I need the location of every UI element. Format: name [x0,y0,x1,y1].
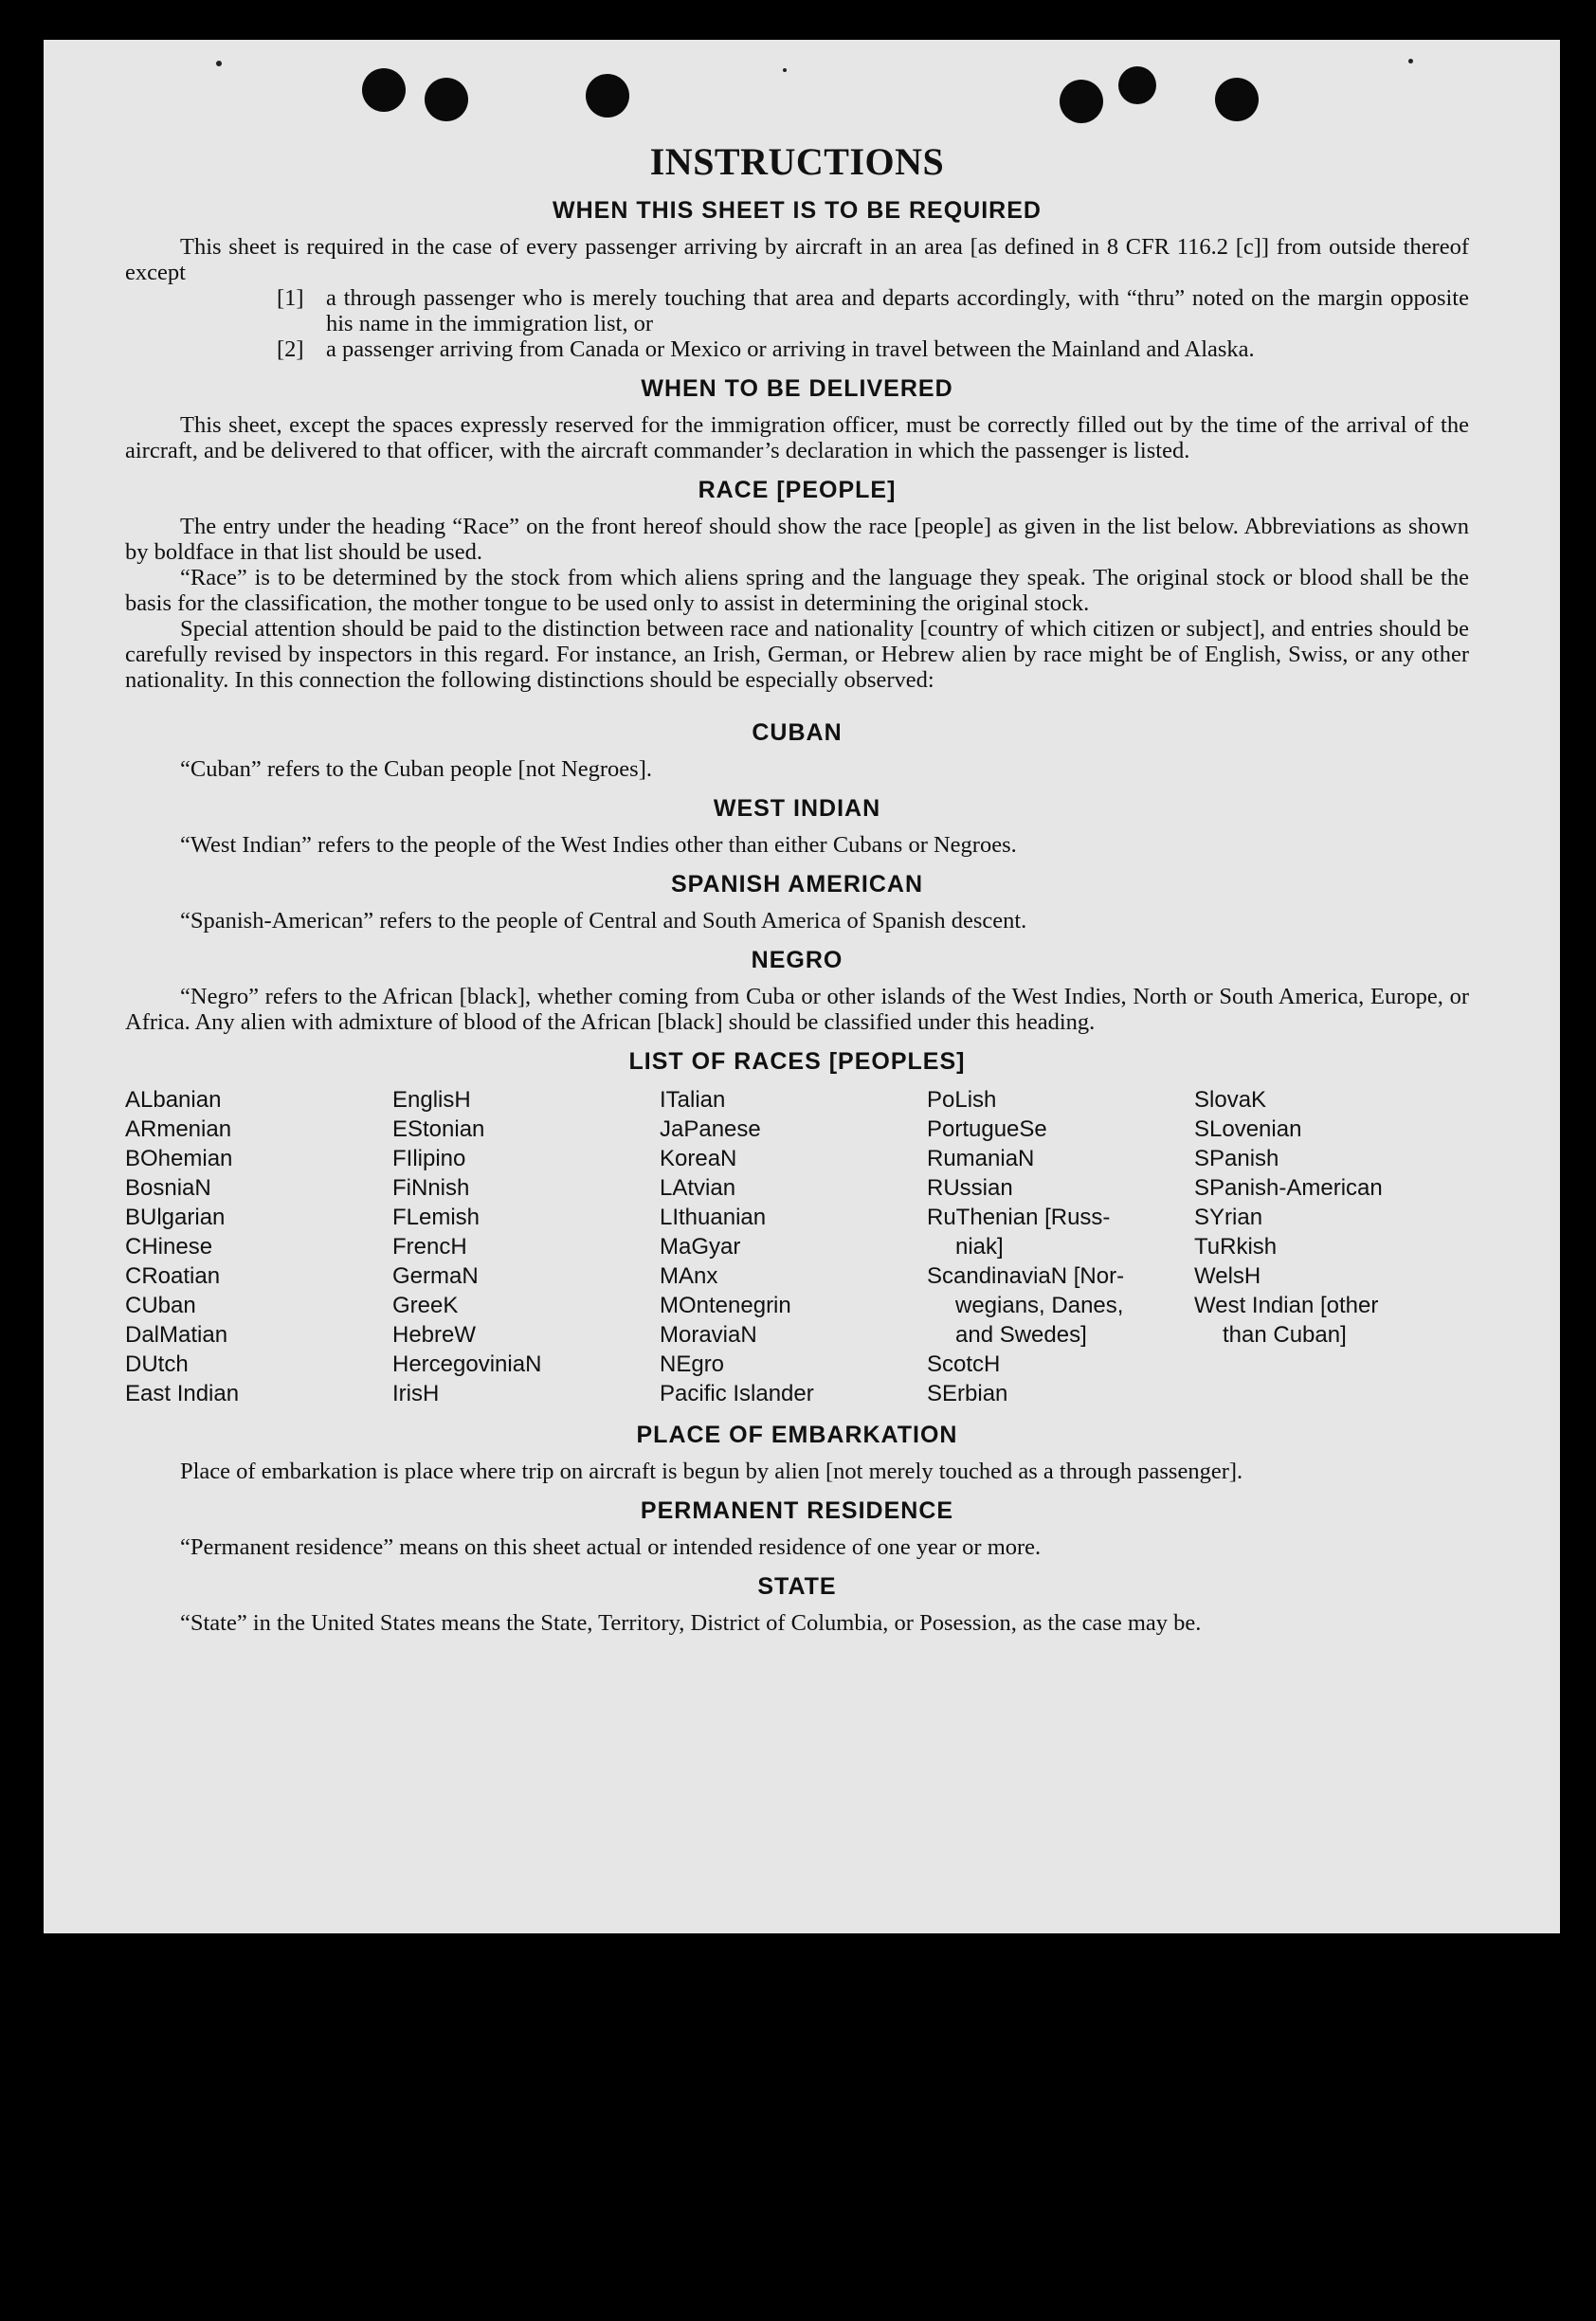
race-entry: DalMatian [125,1322,228,1348]
punch-hole [362,68,406,112]
heading-permanent-residence: PERMANENT RESIDENCE [640,1497,954,1524]
race-entry: MoraviaN [660,1322,757,1348]
race-entry: EStonian [392,1116,485,1142]
race-entry: CHinese [125,1234,213,1260]
race-entry: PoLish [927,1087,997,1113]
heading-list-of-races: LIST OF RACES [PEOPLES] [628,1048,966,1075]
punch-hole [1215,78,1259,121]
race-entry: RumaniaN [927,1146,1035,1171]
west-indian-text: “West Indian” refers to the people of the West Indies other than either Cubans or Negroes. [180,832,1017,858]
embarkation-text: Place of embarkation is place where trip on aircraft is begun by alien [not merely touched as a through passenger]. [180,1459,1243,1484]
race-entry: KoreaN [660,1146,737,1171]
race-entry: SYrian [1194,1205,1263,1230]
residence-text: “Permanent residence” means on this sheet actual or intended residence of one year or more. [180,1534,1042,1560]
heading-spanish-american: SPANISH AMERICAN [670,871,923,898]
race-entry: TuRkish [1194,1234,1278,1260]
race-entry: CUban [125,1293,196,1318]
race-entry: EnglisH [392,1087,471,1113]
item-number: [1] [277,285,304,311]
race-entry: ARmenian [125,1116,232,1142]
race-entry: FLemish [392,1205,481,1230]
race-entry: MOntenegrin [660,1293,791,1318]
item-number: [2] [277,336,304,362]
race-entry: BUlgarian [125,1205,226,1230]
race-entry: GermaN [392,1263,479,1289]
race-entry: LIthuanian [660,1205,767,1230]
race-entry: RuThenian [Russ- [927,1205,1111,1230]
required-intro: This sheet is required in the case of every passenger arriving by aircraft in an area [as defined in 8 CFR 116.2 [c]] from outside thereof except [125,234,1469,285]
race-entry: JaPanese [660,1116,761,1142]
race-entry: MAnx [660,1263,718,1289]
race-entry: ScandinaviaN [Nor- [927,1263,1125,1289]
race-entry: Pacific Islander [660,1381,814,1406]
races-column-3 [660,1085,927,1408]
race-entry: RUssian [927,1175,1013,1201]
race-entry: FIlipino [392,1146,466,1171]
race-entry-continued: and Swedes] [955,1322,1087,1348]
race-entry: BosniaN [125,1175,211,1201]
race-entry: IrisH [392,1381,440,1406]
race-entry: CRoatian [125,1263,221,1289]
required-item-2 [125,336,1469,362]
race-entry: PortugueSe [927,1116,1047,1142]
punch-hole [1060,80,1103,123]
speck [1408,59,1413,63]
race-paragraph-1: The entry under the heading “Race” on the front hereof should show the race [people] as given in the list below. Abbreviations as shown by boldface in that list should be used. [125,514,1469,565]
race-entry: West Indian [other [1194,1293,1379,1318]
heading-embarkation: PLACE OF EMBARKATION [636,1422,958,1448]
race-entry: ITalian [660,1087,726,1113]
race-entry: LAtvian [660,1175,736,1201]
spanish-american-text: “Spanish-American” refers to the people of Central and South America of Spanish descent. [180,908,1027,934]
heading-west-indian: WEST INDIAN [713,795,881,822]
race-entry-continued: niak] [955,1234,1004,1260]
race-entry: GreeK [392,1293,459,1318]
races-column-1 [125,1085,392,1408]
race-paragraph-2: “Race” is to be determined by the stock from which aliens spring and the language they speak. The original stock or blood shall be the basis for the classification, the mother tongue to be used only to assist in determining the original stock. [125,565,1469,616]
race-entry: NEgro [660,1351,725,1377]
race-entry: WelsH [1194,1263,1261,1289]
race-entry: ScotcH [927,1351,1001,1377]
punch-hole [1118,66,1156,104]
instructions-body [125,139,1469,1636]
race-entry: SErbian [927,1381,1008,1406]
heading-negro: NEGRO [751,947,843,973]
heading-cuban: CUBAN [752,719,843,746]
race-entry: BOhemian [125,1146,233,1171]
required-item-1 [125,285,1469,336]
race-entry: DUtch [125,1351,189,1377]
race-entry: MaGyar [660,1234,741,1260]
races-column-4 [927,1085,1194,1408]
race-entry: FrencH [392,1234,467,1260]
document-page [44,40,1560,1933]
race-entry: HebreW [392,1322,477,1348]
race-entry: FiNnish [392,1175,470,1201]
races-column-2 [392,1085,660,1408]
state-text: “State” in the United States means the State, Territory, District of Columbia, or Posession, as the case may be. [180,1610,1202,1636]
item-text: a passenger arriving from Canada or Mexico or arriving in travel between the Mainland and Alaska. [326,336,1255,362]
item-text: a through passenger who is merely touching that area and departs accordingly, with “thru” noted on the margin opposite his name in the immigration list, or [326,285,1469,336]
race-entry: SPanish-American [1194,1175,1383,1201]
heading-required: WHEN THIS SHEET IS TO BE REQUIRED [553,197,1042,224]
race-entry: HercegoviniaN [392,1351,542,1377]
race-entry-continued: than Cuban] [1223,1322,1347,1348]
speck [783,68,787,72]
page-title: INSTRUCTIONS [649,140,945,183]
races-column-5 [1194,1085,1461,1408]
speck [216,61,222,66]
negro-text: “Negro” refers to the African [black], whether coming from Cuba or other islands of the West Indies, North or South America, Europe, or Africa. Any alien with admixture of blood of the African [black] should be classified under this heading. [125,984,1469,1035]
race-entry: SlovaK [1194,1087,1267,1113]
punch-hole [425,78,468,121]
race-entry: SPanish [1194,1146,1279,1171]
punch-hole [586,74,629,118]
heading-state: STATE [757,1573,837,1600]
race-entry: East Indian [125,1381,240,1406]
race-entry: ALbanian [125,1087,222,1113]
race-paragraph-3: Special attention should be paid to the distinction between race and nationality [country of which citizen or subject], and entries should be carefully revised by inspectors in this regard. For instance, an Irish, German, or Hebrew alien by race might be of English, Swiss, or any other nationality. In this connection the following distinctions should be especially observed: [125,616,1469,693]
race-entry: SLovenian [1194,1116,1302,1142]
heading-delivered: WHEN TO BE DELIVERED [641,375,953,402]
cuban-text: “Cuban” refers to the Cuban people [not Negroes]. [180,756,652,782]
heading-race: RACE [PEOPLE] [698,477,897,503]
races-list [125,1085,1469,1408]
race-entry-continued: wegians, Danes, [955,1293,1124,1318]
delivered-text: This sheet, except the spaces expressly reserved for the immigration officer, must be correctly filled out by the time of the arrival of the aircraft, and be delivered to that officer, with the aircraft commander’s declaration in which the passenger is listed. [125,412,1469,463]
